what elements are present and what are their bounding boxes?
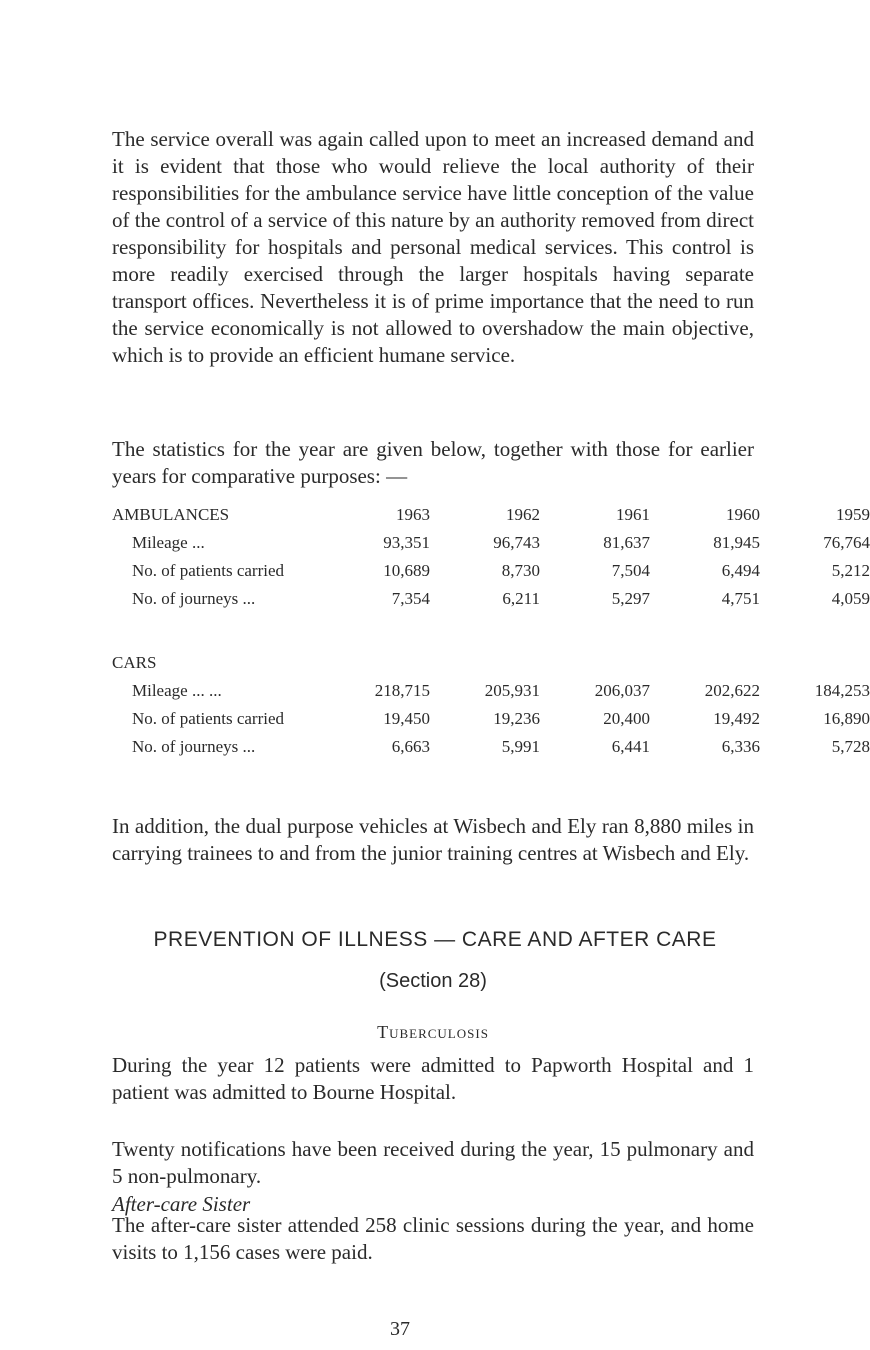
table-cell: 6,441 — [611, 737, 650, 756]
tuberculosis-heading: Tuberculosis — [377, 1022, 489, 1042]
table-cell: 6,663 — [391, 737, 430, 756]
table-cell: 7,354 — [391, 589, 430, 608]
ambulances-header-row — [112, 505, 870, 533]
table-cell: 5,991 — [501, 737, 540, 756]
table-cell: 20,400 — [603, 709, 650, 728]
ambulances-heading: AMBULANCES — [112, 505, 230, 524]
row-label: Mileage ... — [132, 533, 205, 552]
cars-heading: CARS — [112, 653, 157, 672]
table-cell: 19,236 — [493, 709, 540, 728]
table-cell: 16,890 — [823, 709, 870, 728]
statistics-table — [112, 505, 870, 765]
table-row — [112, 589, 870, 617]
table-cell: 206,037 — [594, 681, 650, 700]
table-cell: 5,297 — [611, 589, 650, 608]
row-label: No. of journeys ... — [132, 589, 256, 608]
table-cell: 7,504 — [611, 561, 650, 580]
table-row — [112, 681, 870, 709]
table-cell: 6,494 — [721, 561, 760, 580]
table-cell: 8,730 — [501, 561, 540, 580]
table-cell: 5,728 — [831, 737, 870, 756]
statistics-intro-paragraph: The statistics for the year are given below, together with those for earlier years for comparative purposes: — — [112, 437, 754, 488]
table-cell: 76,764 — [823, 533, 870, 552]
table-cell: 202,622 — [704, 681, 760, 700]
row-label: No. of patients carried — [132, 709, 284, 728]
after-care-paragraph: The after-care sister attended 258 clinic sessions during the year, and home visits to 1,156 cases were paid. — [112, 1213, 754, 1264]
row-label: Mileage ... ... — [132, 681, 222, 700]
cars-header-row — [112, 653, 772, 681]
table-cell: 10,689 — [383, 561, 430, 580]
year-header: 1959 — [836, 505, 870, 524]
table-cell: 6,211 — [502, 589, 540, 608]
table-cell: 6,336 — [721, 737, 760, 756]
after-care-heading: After-care Sister — [112, 1192, 251, 1216]
row-label: No. of journeys ... — [132, 737, 256, 756]
table-cell: 5,212 — [831, 561, 870, 580]
year-header: 1963 — [396, 505, 430, 524]
table-row — [112, 533, 870, 561]
notifications-paragraph: Twenty notifications have been received during the year, 15 pulmonary and 5 non-pulmonary. — [112, 1137, 754, 1188]
table-cell: 4,751 — [721, 589, 760, 608]
section-subheading: (Section 28) — [379, 970, 487, 992]
papworth-paragraph: During the year 12 patients were admitted to Papworth Hospital and 1 patient was admitted to Bourne Hospital. — [112, 1053, 754, 1104]
dual-purpose-paragraph: In addition, the dual purpose vehicles at Wisbech and Ely ran 8,880 miles in carrying trainees to and from the junior training centres at Wisbech and Ely. — [112, 814, 754, 865]
year-header: 1960 — [726, 505, 760, 524]
table-cell: 81,945 — [713, 533, 760, 552]
table-cell: 96,743 — [493, 533, 540, 552]
year-header: 1962 — [506, 505, 540, 524]
row-label: No. of patients carried — [132, 561, 284, 580]
table-cell: 93,351 — [383, 533, 430, 552]
table-row — [112, 737, 870, 765]
table-cell: 218,715 — [374, 681, 430, 700]
table-cell: 19,492 — [713, 709, 760, 728]
year-header: 1961 — [616, 505, 650, 524]
table-cell: 205,931 — [484, 681, 540, 700]
intro-paragraph: The service overall was again called upon to meet an increased demand and it is evident that those who would relieve the local authority of their responsibilities for the ambulance service have little conception of the value of the control of a service of this nature by an authority removed from direct responsibility for hospitals and personal medical services. This control is more readily exercised through the larger hospitals having separate transport offices. Nevertheless it is of prime importance that the need to run the service economically is not allowed to overshadow the main objective, which is to provide an efficient humane service. — [112, 127, 754, 367]
page-number: 37 — [390, 1318, 410, 1340]
table-row — [112, 709, 870, 737]
table-row — [112, 561, 870, 589]
section-heading: PREVENTION OF ILLNESS — CARE AND AFTER CARE — [153, 928, 717, 951]
table-cell: 184,253 — [814, 681, 870, 700]
table-cell: 19,450 — [383, 709, 430, 728]
table-cell: 4,059 — [831, 589, 870, 608]
table-cell: 81,637 — [603, 533, 650, 552]
